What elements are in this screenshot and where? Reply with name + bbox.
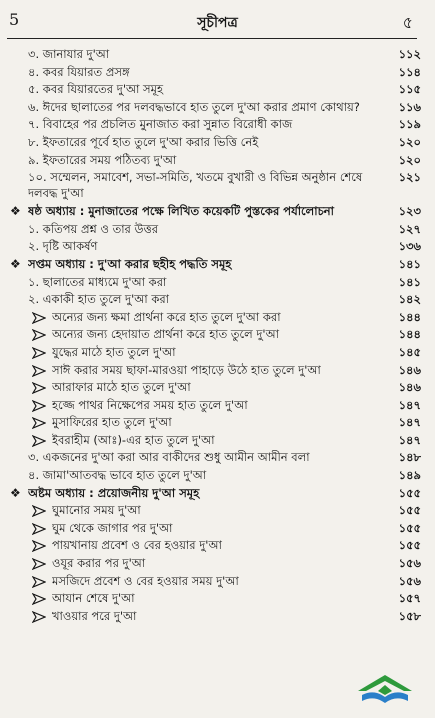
toc-entry-title: আযান শেষে দু'আ	[52, 591, 135, 606]
toc-entry	[8, 221, 421, 239]
arrow-bullet-icon	[32, 417, 46, 429]
chapter-heading	[8, 256, 421, 274]
toc-page-number: ১২৭	[398, 221, 421, 236]
arrow-bullet-icon	[32, 400, 46, 412]
toc-entry	[8, 379, 421, 397]
toc-page-number: ১৪৭	[398, 415, 421, 430]
arrow-bullet-icon	[32, 329, 46, 341]
toc-page-number: ১১৯	[398, 117, 421, 132]
toc-entry-title: ৪. কবর যিয়ারত প্রসঙ্গ	[28, 64, 130, 79]
toc-entry	[8, 344, 421, 362]
toc-entry-title: ৭. বিবাহের পর প্রচলিত মুনাজাত করা সুন্নাত বিরোধী কাজ	[28, 117, 293, 132]
toc-page-number: ১২১	[398, 170, 421, 185]
toc-page-number: ১৫৫	[398, 503, 421, 518]
toc-entry	[8, 449, 421, 467]
toc-entry	[8, 64, 421, 82]
toc-entry-title: খাওয়ার পরে দু'আ	[52, 608, 137, 623]
toc-entry	[8, 291, 421, 309]
toc-entry-title: অন্যের জন্য ক্ষমা প্রার্থনা করে হাত তুলে দু'আ করা	[52, 309, 281, 324]
toc-entry-title: অষ্টম অধ্যায় : প্রয়োজনীয় দু'আ সমূহ	[28, 485, 200, 500]
toc-entry	[8, 152, 421, 170]
toc-page-number: ১৪৪	[398, 309, 421, 324]
toc-entry-title: আরাফার মাঠে হাত তুলে দু'আ	[52, 380, 191, 395]
toc-entry-title: মসজিদে প্রবেশ ও বের হওয়ার সময় দু'আ	[52, 573, 239, 588]
toc-page-number: ১২০	[398, 134, 421, 149]
toc-entry-title: অন্যের জন্য হেদায়াত প্রার্থনা করে হাত তুলে দু'আ	[52, 327, 280, 342]
toc-entry-title: ৪. জামা'আতবদ্ধ ভাবে হাত তুলে দু'আ	[28, 468, 207, 483]
diamond-bullet-icon: ❖	[10, 256, 21, 271]
toc-entry	[8, 432, 421, 450]
toc-entry	[8, 326, 421, 344]
toc-entry-title: যুদ্ধের মাঠে হাত তুলে দু'আ	[52, 344, 176, 359]
toc-page-number: ১৪৭	[398, 432, 421, 447]
toc-page-number: ১৪১	[398, 274, 421, 289]
toc-page-number: ১১৪	[398, 64, 421, 79]
diamond-bullet-icon: ❖	[10, 204, 21, 219]
toc-entry	[8, 414, 421, 432]
toc-page-number: ১৫৮	[398, 608, 421, 623]
toc-entry-title: ষষ্ঠ অধ্যায় : মুনাজাতের পক্ষে লিখিত কয়েকটি পুস্তকের পর্যালোচনা	[28, 204, 334, 219]
toc-entry-title: ৩. একজনের দু'আ করা আর বাকীদের শুধু আমীন আমীন বলা	[28, 450, 310, 465]
toc-entry-title: ঘুমানোর সময় দু'আ	[52, 503, 141, 518]
toc-entry-title: ২. দৃষ্টি আকর্ষণ	[28, 239, 98, 254]
arrow-bullet-icon	[32, 312, 46, 324]
toc-entry-title: সাঈ করার সময় ছাফা-মারওয়া পাহাড়ে উঠে হাত তুলে দু'আ	[52, 362, 321, 377]
arrow-bullet-icon	[32, 558, 46, 570]
arrow-bullet-icon	[32, 365, 46, 377]
toc-page-number: ১৫৬	[398, 573, 421, 588]
toc-entry	[8, 467, 421, 485]
toc-page-number: ১৫৫	[398, 520, 421, 535]
toc-entry	[8, 274, 421, 292]
arrow-bullet-icon	[32, 523, 46, 535]
toc-page-number: ১৫৫	[398, 485, 421, 500]
arrow-bullet-icon	[32, 347, 46, 359]
toc-entry	[8, 520, 421, 538]
toc-entry-title: পায়খানায় প্রবেশ ও বের হওয়ার দু'আ	[52, 538, 222, 553]
toc-entry-title: ৬. ঈদের ছালাতের পর দলবদ্ধভাবে হাত তুলে দু'আ করার প্রমাণ কোথায়?	[28, 99, 360, 114]
toc-entry-title: ১০. সম্মেলন, সমাবেশ, সভা-সমিতি, খতমে বুখারী ও বিভিন্ন অনুষ্ঠান শেষে দলবদ্ধ দু'আ	[28, 170, 363, 201]
arrow-bullet-icon	[32, 435, 46, 447]
toc-entry-title: হজ্জে পাথর নিক্ষেপের সময় হাত তুলে দু'আ	[52, 397, 248, 412]
toc-entry-title: ঘুম থেকে জাগার পর দু'আ	[52, 520, 173, 535]
toc-entry	[8, 608, 421, 626]
toc-entry-title: ১. কতিপয় প্রশ্ন ও তার উত্তর	[28, 221, 159, 236]
toc-page-number: ১২০	[398, 152, 421, 167]
toc-entry	[8, 502, 421, 520]
toc-entry	[8, 555, 421, 573]
arrow-bullet-icon	[32, 593, 46, 605]
arrow-bullet-icon	[32, 382, 46, 394]
toc-entry	[8, 362, 421, 380]
diamond-bullet-icon: ❖	[10, 485, 21, 500]
toc-entry-title: ৫. কবর যিয়ারতের দু'আ সমূহ	[28, 82, 164, 97]
toc-entry	[8, 238, 421, 256]
toc-entry-title: ওযূর করার পর দু'আ	[52, 556, 146, 571]
toc-entry-title: ২. একাকী হাত তুলে দু'আ করা	[28, 292, 170, 307]
toc-page-number: ১৫৭	[398, 591, 421, 606]
book-logo-icon	[354, 665, 416, 709]
toc-entry-title: মুসাফিরের হাত তুলে দু'আ	[52, 415, 172, 430]
toc-page-number: ১৪৭	[398, 397, 421, 412]
toc-entry	[8, 169, 421, 203]
arrow-bullet-icon	[32, 611, 46, 623]
toc-entry-title: ৩. জানাযার দু'আ	[28, 47, 110, 61]
toc-page-number: ১১২	[398, 47, 421, 61]
toc-entry	[8, 309, 421, 327]
arrow-bullet-icon	[32, 540, 46, 552]
toc-page-number: ১৫৫	[398, 538, 421, 553]
page-number-left: 5	[9, 10, 20, 29]
toc-page-number: ১৪৫	[398, 344, 421, 359]
toc-page-number: ১৪৯	[398, 468, 421, 483]
chapter-heading	[8, 203, 421, 221]
toc-page-number: ১৪৬	[398, 362, 421, 377]
toc-entry-title: ১. ছালাতের মাধ্যমে দু'আ করা	[28, 274, 167, 289]
chapter-heading	[8, 485, 421, 503]
toc-page-number: ১১৫	[398, 82, 421, 97]
toc-entry-title: সপ্তম অধ্যায় : দু'আ করার ছহীহ পদ্ধতি সমূহ	[28, 256, 232, 271]
toc-page-number: ১৪৪	[398, 327, 421, 342]
toc-page-number: ১৪৬	[398, 380, 421, 395]
header-rule	[7, 38, 417, 39]
toc-entry	[8, 134, 421, 152]
toc-entry	[8, 397, 421, 415]
toc-page-number: ১৪১	[398, 256, 421, 271]
toc-entry-title: ৮. ইফতারের পূর্বে হাত তুলে দু'আ করার ভিত্তি নেই	[28, 134, 259, 149]
toc-entry-title: ৯. ইফতারের সময় পঠিতব্য দু'আ	[28, 152, 177, 167]
table-of-contents	[8, 46, 421, 625]
toc-page-number: ১৫৬	[398, 556, 421, 571]
toc-page-number: ১৪২	[398, 292, 421, 307]
page-number-right: ৫	[402, 13, 413, 32]
toc-page-number: ১৩৬	[398, 239, 421, 254]
toc-page-number: ১১৬	[398, 99, 421, 114]
arrow-bullet-icon	[32, 576, 46, 588]
toc-page-number: ১৪৮	[398, 450, 421, 465]
toc-entry	[8, 99, 421, 117]
toc-entry	[8, 81, 421, 99]
toc-entry	[8, 573, 421, 591]
toc-entry-title: ইবরাহীম (আঃ)-এর হাত তুলে দু'আ	[52, 432, 215, 447]
page-title: সূচীপত্র	[197, 15, 238, 31]
toc-entry	[8, 590, 421, 608]
toc-entry	[8, 116, 421, 134]
toc-entry	[8, 537, 421, 555]
toc-entry	[8, 46, 421, 64]
arrow-bullet-icon	[32, 505, 46, 517]
toc-page-number: ১২৩	[398, 204, 421, 219]
page-header	[0, 0, 435, 44]
